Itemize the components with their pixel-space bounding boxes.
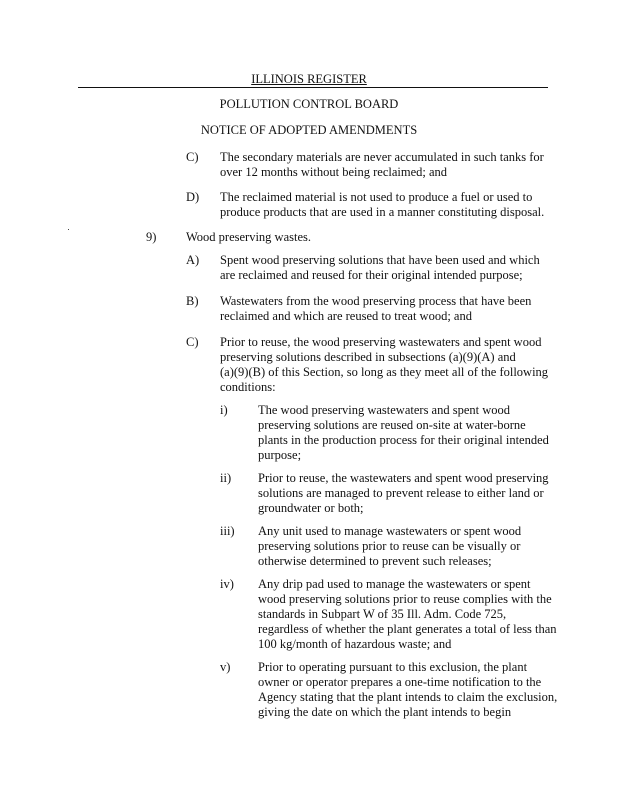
item-label: 9): [146, 230, 157, 244]
item-text: [220, 190, 544, 220]
text-line: Wood preserving wastes.: [186, 230, 312, 244]
item-text: [220, 335, 548, 395]
text-line: Prior to reuse, the wood preserving wastewaters and spent wood: [220, 335, 542, 349]
text-line: solutions are managed to prevent release to either land or: [258, 486, 544, 500]
text-line: Spent wood preserving solutions that have been used and which: [220, 253, 540, 267]
register-title-text: ILLINOIS REGISTER: [251, 72, 367, 86]
text-line: The wood preserving wastewaters and spent wood: [258, 403, 511, 417]
text-line: preserving solutions described in subsections (a)(9)(A) and: [220, 350, 516, 364]
text-line: are reclaimed and reused for their original intended purpose;: [220, 268, 523, 282]
text-line: The reclaimed material is not used to produce a fuel or used to: [220, 190, 533, 204]
text-line: preserving solutions are reused on-site at water-borne: [258, 418, 526, 432]
text-line: purpose;: [258, 448, 302, 462]
text-line: over 12 months without being reclaimed; and: [220, 165, 448, 179]
item-label: D): [186, 190, 200, 204]
item-label: A): [186, 253, 200, 267]
text-line: standards in Subpart W of 35 Ill. Adm. Code 725,: [258, 607, 507, 621]
item-text: [220, 294, 531, 324]
text-line: Agency stating that the plant intends to claim the exclusion,: [258, 690, 558, 704]
text-line: Any unit used to manage wastewaters or spent wood: [258, 524, 522, 538]
text-line: otherwise determined to prevent such releases;: [258, 554, 492, 568]
text-line: (a)(9)(B) of this Section, so long as they meet all of the following: [220, 365, 549, 379]
register-title: [0, 72, 618, 87]
item-label: v): [220, 660, 231, 674]
item-text: [258, 471, 549, 516]
scan-speck: [68, 229, 69, 230]
item-label: B): [186, 294, 199, 308]
text-line: Any drip pad used to manage the wastewaters or spent: [258, 577, 531, 591]
text-line: regardless of whether the plant generates a total of less than: [258, 622, 557, 636]
item-label: iv): [220, 577, 234, 591]
text-line: Prior to operating pursuant to this exclusion, the plant: [258, 660, 528, 674]
item-text: [258, 524, 521, 569]
text-line: produce products that are used in a manner constituting disposal.: [220, 205, 545, 219]
text-line: owner or operator prepares a one-time notification to the: [258, 675, 542, 689]
item-label: ii): [220, 471, 232, 485]
notice-title: NOTICE OF ADOPTED AMENDMENTS: [200, 123, 418, 137]
text-line: Prior to reuse, the wastewaters and spent wood preserving: [258, 471, 549, 485]
text-line: plants in the production process for their original intended: [258, 433, 549, 447]
text-line: Wastewaters from the wood preserving process that have been: [220, 294, 532, 308]
item-text: [186, 230, 311, 245]
item-label: C): [186, 150, 199, 164]
text-line: conditions:: [220, 380, 276, 394]
text-line: wood preserving solutions prior to reuse complies with the: [258, 592, 552, 606]
text-line: giving the date on which the plant intends to begin: [258, 705, 512, 719]
board-name: POLLUTION CONTROL BOARD: [219, 97, 399, 111]
text-line: The secondary materials are never accumulated in such tanks for: [220, 150, 544, 164]
text-line: preserving solutions prior to reuse can be visually or: [258, 539, 521, 553]
header-rule: [78, 87, 548, 88]
text-line: groundwater or both;: [258, 501, 364, 515]
item-label: iii): [220, 524, 235, 538]
item-text: [258, 660, 557, 720]
item-text: [220, 150, 544, 180]
item-text: [258, 577, 557, 652]
text-line: 100 kg/month of hazardous waste; and: [258, 637, 452, 651]
item-label: C): [186, 335, 199, 349]
item-text: [220, 253, 540, 283]
item-label: i): [220, 403, 228, 417]
text-line: reclaimed and which are reused to treat wood; and: [220, 309, 472, 323]
item-text: [258, 403, 549, 463]
